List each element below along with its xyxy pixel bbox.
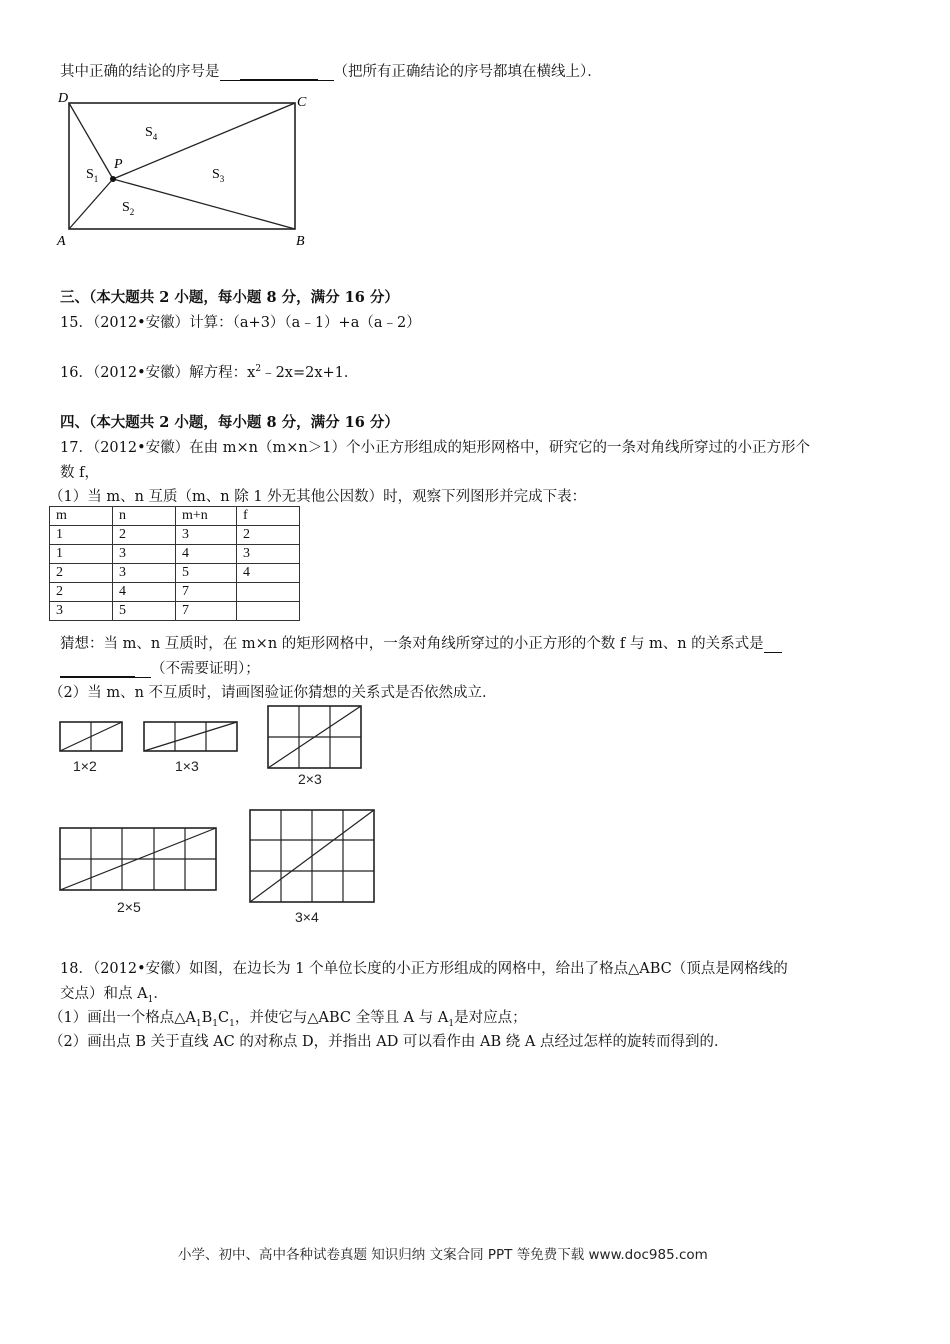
grid-2x5 (58, 826, 218, 892)
vertex-b: B (296, 234, 305, 249)
line2-text: 交点）和点 A (60, 986, 148, 1002)
grid-1x2 (58, 720, 124, 754)
grid-2x3 (266, 704, 363, 770)
header-m-plus-n: m+n (176, 507, 237, 526)
region-s4-sub: 4 (152, 132, 158, 142)
subscript: 1 (147, 994, 154, 1005)
grid-label-1x2: 1×2 (73, 758, 97, 774)
vertex-c: C (297, 95, 307, 110)
question-16 (60, 361, 358, 382)
rectangle-figure (52, 86, 322, 254)
grid-1x3 (142, 720, 239, 754)
cell: 1 (50, 545, 113, 564)
cell: 2 (113, 526, 176, 545)
cell: 1 (50, 526, 113, 545)
header-f: f (237, 507, 300, 526)
point-p-label: P (114, 157, 123, 172)
cell: 3 (113, 564, 176, 583)
subscript: 1 (195, 1018, 202, 1029)
guess-answer-blank[interactable] (60, 661, 135, 678)
answer-cell[interactable] (237, 602, 300, 621)
cell: 3 (176, 526, 237, 545)
region-s2 (122, 200, 134, 217)
cell: 2 (50, 583, 113, 602)
exponent: 2 (255, 364, 262, 375)
cell: 2 (237, 526, 300, 545)
answer-blank-lead (220, 65, 240, 81)
question-18-part1 (49, 1006, 527, 1029)
vertex-d: D (58, 91, 69, 106)
question-17-part2: （2）当 m、n 不互质时，请画图验证你猜想的关系式是否依然成立． (49, 685, 497, 701)
cell: 7 (176, 583, 237, 602)
question-18-line2 (60, 982, 168, 1005)
cell: 4 (176, 545, 237, 564)
region-s3-sub: 3 (219, 174, 225, 184)
observation-table (49, 506, 300, 621)
subscript: 1 (212, 1018, 218, 1029)
region-s1 (86, 167, 98, 184)
region-s3 (212, 167, 225, 184)
vertex-a: A (57, 234, 66, 249)
table-row (50, 564, 300, 583)
question-18-line1: 18．（2012•安徽）如图，在边长为 1 个单位长度的小正方形组成的网格中，给出了格点△ABC（顶点是网格线的 (60, 961, 788, 977)
region-s1-sub: 1 (93, 174, 99, 184)
guess-note: （不需要证明）； (151, 661, 260, 677)
part1-text: （1）画出一个格点△A (49, 1010, 196, 1026)
subscript: 1 (229, 1018, 235, 1029)
cell: 3 (113, 545, 176, 564)
guess-line1 (60, 632, 782, 653)
question-16-text: 16．（2012•安徽）解方程：x (60, 365, 256, 381)
section-4-heading: 四、（本大题共 2 小题，每小题 8 分，满分 16 分） (60, 414, 399, 431)
cell: 5 (113, 602, 176, 621)
table-row (50, 583, 300, 602)
part1-mid: ，并使它与△ABC 全等且 A 与 A (234, 1010, 449, 1026)
rectangle-abcd (69, 103, 295, 229)
guess-text: 猜想：当 m、n 互质时，在 m×n 的矩形网格中，一条对角线所穿过的小正方形的个数 f 与 m、n 的关系式是 (60, 636, 764, 652)
cell: 3 (237, 545, 300, 564)
cell: 7 (176, 602, 237, 621)
part1-b: B (201, 1010, 213, 1026)
grid-diagonal (144, 722, 237, 751)
region-s4 (145, 125, 158, 142)
region-s2-label: $S_2$ (122, 200, 135, 217)
answer-blank-tail (318, 65, 334, 81)
region-s2-sub: 2 (129, 207, 135, 217)
question-17-line2: 数 f， (60, 465, 99, 481)
grid-label-3x4: 3×4 (295, 909, 319, 925)
cell: 4 (113, 583, 176, 602)
question-15: 15．（2012•安徽）计算：（a+3）（a﹣1）+a（a﹣2） (60, 315, 421, 331)
segment-pa (69, 179, 113, 229)
line2-end: ． (153, 986, 168, 1002)
question-17-part1: （1）当 m、n 互质（m、n 除 1 外无其他公因数）时，观察下列图形并完成下表： (49, 489, 587, 505)
cell: 2 (50, 564, 113, 583)
guess-blank-tail (135, 662, 151, 678)
table-row (50, 602, 300, 621)
part1-c: C (217, 1010, 230, 1026)
part1-end: 是对应点； (454, 1010, 527, 1026)
point-p (110, 176, 116, 182)
cell: 5 (176, 564, 237, 583)
grid-label-2x3: 2×3 (298, 771, 322, 787)
grid-label-2x5: 2×5 (117, 899, 141, 915)
segment-pc (113, 103, 295, 179)
region-s3-label: $S_3$ (212, 167, 225, 184)
table-header-row (50, 507, 300, 526)
answer-cell[interactable] (237, 583, 300, 602)
page-footer: 小学、初中、高中各种试卷真题 知识归纳 文案合同 PPT 等免费下载 www.doc985.com (178, 1247, 708, 1263)
section-3-heading: 三、（本大题共 2 小题，每小题 8 分，满分 16 分） (60, 289, 399, 306)
question-17-line1: 17．（2012•安徽）在由 m×n（m×n＞1）个小正方形组成的矩形网格中，研究它的一条对角线所穿过的小正方形个 (60, 440, 810, 456)
fill-in-line (60, 60, 602, 81)
question-18-part2: （2）画出点 B 关于直线 AC 的对称点 D，并指出 AD 可以看作由 AB 绕 A 点经过怎样的旋转而得到的． (49, 1034, 729, 1050)
guess-blank-start (764, 637, 782, 653)
answer-blank[interactable] (240, 64, 318, 81)
header-n: n (113, 507, 176, 526)
guess-line2 (60, 657, 260, 678)
table-row (50, 526, 300, 545)
cell: 4 (237, 564, 300, 583)
grid-3x4 (248, 808, 376, 904)
question-hint: （把所有正确结论的序号都填在横线上）． (333, 64, 602, 80)
header-m: m (50, 507, 113, 526)
question-text: 其中正确的结论的序号是 (60, 64, 220, 80)
question-16-rest: ﹣2x=2x+1． (261, 365, 359, 381)
region-s4-label: $S_4$ (145, 125, 158, 142)
subscript: 1 (448, 1018, 455, 1029)
cell: 3 (50, 602, 113, 621)
table-row (50, 545, 300, 564)
segment-pb (113, 179, 295, 229)
grid-label-1x3: 1×3 (175, 758, 199, 774)
region-s1-label: $S_1$ (86, 167, 99, 184)
